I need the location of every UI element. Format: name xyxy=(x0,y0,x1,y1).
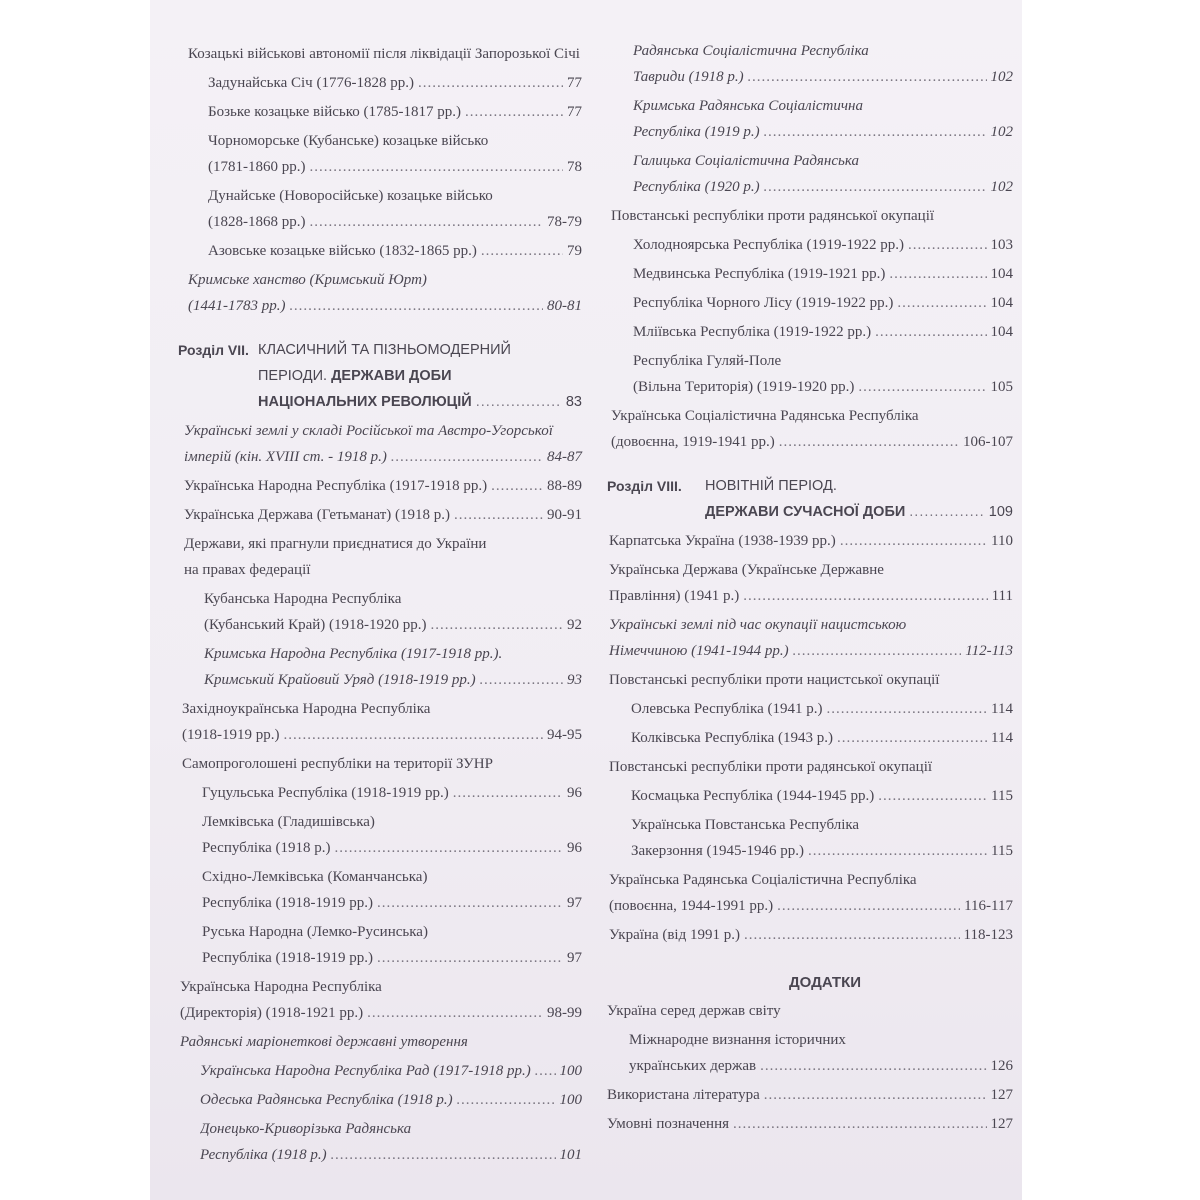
toc-entry xyxy=(607,725,1013,751)
section-title-text: НАЦІОНАЛЬНИХ РЕВОЛЮЦІЙ xyxy=(258,394,472,410)
page-number: 77 xyxy=(567,104,582,120)
toc-entry xyxy=(607,319,1013,345)
page-number: 96 xyxy=(567,785,582,801)
toc-entry xyxy=(178,531,582,583)
entry-line xyxy=(633,174,1013,200)
appendix-title: ДОДАТКИ xyxy=(788,974,862,991)
entry-title: Кримська Народна Республіка (1917-1918 рр.). xyxy=(204,646,503,662)
entry-title: (Директорія) (1918-1921 рр.) xyxy=(180,1005,364,1021)
leader-dots xyxy=(535,1058,556,1084)
entry-title: Задунайська Січ (1776-1828 рр.) xyxy=(208,75,414,91)
toc-entry xyxy=(607,261,1013,287)
page-number: 127 xyxy=(990,1087,1013,1103)
toc-entry xyxy=(607,1111,1013,1137)
leader-dots xyxy=(290,293,544,319)
entry-title: Холодноярська Республіка (1919-1922 рр.) xyxy=(633,237,905,253)
leader-dots xyxy=(764,1082,987,1108)
leader-dots xyxy=(310,154,564,180)
leader-dots xyxy=(284,722,544,748)
toc-entry xyxy=(607,1082,1013,1108)
leader-dots xyxy=(748,64,987,90)
page-number: 90-91 xyxy=(547,507,582,523)
page-number: 111 xyxy=(991,588,1013,604)
entry-title: Україна (від 1991 р.) xyxy=(609,927,740,943)
page-number: 102 xyxy=(990,179,1013,195)
page-number: 97 xyxy=(567,950,582,966)
page-number: 78 xyxy=(567,159,582,175)
entry-title: Українська Народна Республіка xyxy=(180,979,382,995)
page-number: 77 xyxy=(567,75,582,91)
section-title-text: ДЕРЖАВИ СУЧАСНОЇ ДОБИ xyxy=(705,504,906,520)
entry-title: Використана література xyxy=(607,1087,760,1103)
entry-line xyxy=(609,893,1013,919)
entry-line xyxy=(188,293,582,319)
entry-line xyxy=(202,890,582,916)
toc-right-column xyxy=(607,38,1013,1140)
entry-title: Правління) (1941 р.) xyxy=(609,588,740,604)
leader-dots xyxy=(793,638,962,664)
entry-title: Тавриди (1918 р.) xyxy=(633,69,744,85)
toc-entry xyxy=(607,612,1013,664)
entry-title: Донецько-Криворізька Радянська xyxy=(200,1121,412,1137)
page-number: 96 xyxy=(567,840,582,856)
entry-line xyxy=(208,99,582,125)
leader-dots xyxy=(909,499,985,525)
toc-entry xyxy=(178,473,582,499)
leader-dots xyxy=(454,502,543,528)
entry-title: Закерзоння (1945-1946 рр.) xyxy=(631,843,804,859)
leader-dots xyxy=(897,290,986,316)
leader-dots xyxy=(481,238,563,264)
toc-entry xyxy=(607,290,1013,316)
entry-title: Республіка (1920 р.) xyxy=(633,179,760,195)
entry-title: Повстанські республіки проти нацистської окупації xyxy=(609,672,940,688)
toc-entry xyxy=(607,93,1013,145)
leader-dots xyxy=(764,119,987,145)
entry-line xyxy=(200,1087,582,1113)
entry-title: Руська Народна (Лемко-Русинська) xyxy=(202,924,428,940)
leader-dots xyxy=(476,389,562,415)
leader-dots xyxy=(391,444,543,470)
entry-title: Бозьке козацьке військо (1785-1817 рр.) xyxy=(208,104,462,120)
page-number: 83 xyxy=(565,394,582,410)
entry-title: Дунайське (Новоросійське) козацьке військо xyxy=(208,188,493,204)
entry-title: Українська Радянська Соціалістична Республіка xyxy=(609,872,917,888)
page-number: 104 xyxy=(990,324,1013,340)
page-number: 92 xyxy=(567,617,582,633)
entry-title: Республіка (1918-1919 рр.) xyxy=(202,895,374,911)
toc-entry xyxy=(178,696,582,748)
toc-entry xyxy=(178,919,582,971)
toc-entry xyxy=(178,99,582,125)
leader-dots xyxy=(491,473,543,499)
page-number: 110 xyxy=(991,533,1013,549)
page-number: 100 xyxy=(559,1092,582,1108)
entry-title: (1441-1783 рр.) xyxy=(188,298,286,314)
leader-dots xyxy=(743,583,987,609)
section-title-line: НОВІТНІЙ ПЕРІОД. xyxy=(705,478,837,494)
entry-line xyxy=(184,444,582,470)
entry-line xyxy=(182,722,582,748)
page-number: 98-99 xyxy=(547,1005,582,1021)
toc-left-column xyxy=(178,41,582,1171)
entry-title: Кубанська Народна Республіка xyxy=(204,591,402,607)
entry-title: Німеччиною (1941-1944 рр.) xyxy=(609,643,789,659)
toc-entry xyxy=(178,1029,582,1055)
entry-title: Козацькі військові автономії після ліквідації Запорозької Січі xyxy=(188,46,580,62)
leader-dots xyxy=(837,725,987,751)
entry-line xyxy=(202,835,582,861)
toc-entry xyxy=(178,780,582,806)
entry-line xyxy=(180,1000,582,1026)
toc-entry xyxy=(607,867,1013,919)
entry-title: Українська Держава (Українське Державне xyxy=(609,562,884,578)
leader-dots xyxy=(764,174,987,200)
page-number: 103 xyxy=(990,237,1013,253)
entry-line xyxy=(609,922,1013,948)
entry-line xyxy=(208,238,582,264)
entry-title: (Кубанський Край) (1918-1920 рр.) xyxy=(204,617,427,633)
page-number: 127 xyxy=(990,1116,1013,1132)
toc-entry xyxy=(607,148,1013,200)
entry-title: (1781-1860 рр.) xyxy=(208,159,306,175)
toc-entry xyxy=(607,754,1013,780)
entry-line xyxy=(631,696,1013,722)
toc-entry xyxy=(607,403,1013,455)
entry-line xyxy=(200,1142,582,1168)
entry-title: Радянська Соціалістична Республіка xyxy=(633,43,869,59)
toc-entry xyxy=(607,348,1013,400)
entry-line xyxy=(204,612,582,638)
page-number: 115 xyxy=(991,788,1013,804)
entry-title: Радянські маріонеткові державні утворення xyxy=(180,1034,468,1050)
section-title-line xyxy=(258,389,582,415)
leader-dots xyxy=(826,696,987,722)
toc-entry xyxy=(607,38,1013,90)
leader-dots xyxy=(418,70,563,96)
entry-title: Кримський Крайовий Уряд (1918-1919 рр.) xyxy=(204,672,476,688)
leader-dots xyxy=(840,528,987,554)
page-number: 94-95 xyxy=(547,727,582,743)
entry-line xyxy=(611,429,1013,455)
toc-entry xyxy=(178,41,582,67)
leader-dots xyxy=(367,1000,543,1026)
entry-title: імперій (кін. XVIII ст. - 1918 р.) xyxy=(184,449,387,465)
leader-dots xyxy=(777,893,960,919)
entry-line xyxy=(609,638,1013,664)
leader-dots xyxy=(878,783,987,809)
leader-dots xyxy=(335,835,563,861)
leader-dots xyxy=(465,99,563,125)
entry-title: Гуцульська Республіка (1918-1919 рр.) xyxy=(202,785,449,801)
entry-line xyxy=(208,209,582,235)
toc-entry xyxy=(607,998,1013,1024)
entry-title: Чорноморське (Кубанське) козацьке військо xyxy=(208,133,489,149)
toc-entry xyxy=(607,1027,1013,1079)
entry-title: Лемківська (Гладишівська) xyxy=(202,814,375,830)
entry-line xyxy=(184,502,582,528)
entry-line xyxy=(607,1111,1013,1137)
entry-title: Повстанські республіки проти радянської окупації xyxy=(609,759,933,775)
section-title-text: ПЕРІОДИ. xyxy=(258,368,328,384)
entry-title: Повстанські республіки проти радянської окупації xyxy=(611,208,935,224)
page-number: 78-79 xyxy=(547,214,582,230)
entry-title: Держави, які прагнули приєднатися до України xyxy=(184,536,487,552)
toc-entry xyxy=(178,1058,582,1084)
entry-line xyxy=(633,64,1013,90)
toc-entry xyxy=(178,238,582,264)
page-number: 116-117 xyxy=(964,898,1013,914)
entry-title: Космацька Республіка (1944-1945 рр.) xyxy=(631,788,875,804)
toc-entry xyxy=(178,267,582,319)
entry-title: Міжнародне визнання історичних xyxy=(629,1032,846,1048)
toc-entry xyxy=(178,128,582,180)
page-number: 102 xyxy=(990,69,1013,85)
page-number: 104 xyxy=(990,266,1013,282)
page-number: 93 xyxy=(567,672,582,688)
toc-entry xyxy=(607,557,1013,609)
leader-dots xyxy=(889,261,986,287)
section-label: Розділ VII. xyxy=(178,342,249,358)
toc-entry xyxy=(178,502,582,528)
entry-title: Олевська Республіка (1941 р.) xyxy=(631,701,823,717)
leader-dots xyxy=(377,945,563,971)
entry-line xyxy=(208,154,582,180)
entry-title: Західноукраїнська Народна Республіка xyxy=(182,701,431,717)
entry-title: Кримське ханство (Кримський Юрт) xyxy=(188,272,427,288)
section-title-line: КЛАСИЧНИЙ ТА ПІЗНЬОМОДЕРНИЙ xyxy=(258,342,511,358)
leader-dots xyxy=(908,232,986,258)
entry-line xyxy=(633,290,1013,316)
toc-entry xyxy=(607,922,1013,948)
entry-title: (повоєнна, 1944-1991 рр.) xyxy=(609,898,774,914)
entry-title: на правах федерації xyxy=(184,562,311,578)
page-number: 126 xyxy=(990,1058,1013,1074)
entry-title: Українська Народна Республіка Рад (1917-1918 рр.) xyxy=(200,1063,531,1079)
entry-line xyxy=(633,119,1013,145)
page-number: 104 xyxy=(990,295,1013,311)
leader-dots xyxy=(457,1087,556,1113)
entry-title: Мліївська Республіка (1919-1922 рр.) xyxy=(633,324,872,340)
toc-entry xyxy=(607,667,1013,693)
entry-title: Українська Народна Республіка (1917-1918 рр.) xyxy=(184,478,488,494)
entry-line xyxy=(629,1053,1013,1079)
leader-dots xyxy=(808,838,987,864)
entry-line xyxy=(184,473,582,499)
toc-entry xyxy=(178,183,582,235)
entry-title: Україна серед держав світу xyxy=(607,1003,781,1019)
entry-title: Українські землі під час окупації нацистською xyxy=(609,617,907,633)
page-number: 102 xyxy=(990,124,1013,140)
toc-entry xyxy=(607,232,1013,258)
entry-title: Азовське козацьке військо (1832-1865 рр.) xyxy=(208,243,477,259)
entry-line xyxy=(609,528,1013,554)
toc-entry xyxy=(178,418,582,470)
entry-title: Кримська Радянська Соціалістична xyxy=(633,98,863,114)
page-number: 118-123 xyxy=(963,927,1013,943)
toc-entry xyxy=(178,641,582,693)
leader-dots xyxy=(858,374,986,400)
leader-dots xyxy=(431,612,563,638)
page-number: 106-107 xyxy=(963,434,1013,450)
toc-entry xyxy=(607,203,1013,229)
leader-dots xyxy=(779,429,959,455)
leader-dots xyxy=(875,319,986,345)
leader-dots xyxy=(453,780,563,806)
entry-line xyxy=(633,319,1013,345)
entry-title: Республіка Гуляй-Поле xyxy=(633,353,782,369)
toc-entry xyxy=(607,812,1013,864)
leader-dots xyxy=(733,1111,986,1137)
entry-title: Медвинська Республіка (1919-1921 рр.) xyxy=(633,266,886,282)
entry-line xyxy=(633,374,1013,400)
page-number: 79 xyxy=(567,243,582,259)
toc-entry xyxy=(178,70,582,96)
section-heading xyxy=(607,473,1013,525)
entry-title: (довоєнна, 1919-1941 рр.) xyxy=(611,434,775,450)
entry-title: Республіка (1918-1919 рр.) xyxy=(202,950,374,966)
page-number: 114 xyxy=(991,701,1013,717)
entry-line xyxy=(607,1082,1013,1108)
leader-dots xyxy=(377,890,563,916)
toc-entry xyxy=(178,1087,582,1113)
entry-title: Українські землі у складі Російської та Австро-Угорської xyxy=(184,423,553,439)
entry-line xyxy=(631,725,1013,751)
entry-line xyxy=(202,780,582,806)
entry-title: (1918-1919 рр.) xyxy=(182,727,280,743)
entry-line xyxy=(204,667,582,693)
entry-title: Українська Держава (Гетьманат) (1918 р.) xyxy=(184,507,451,523)
entry-title: Республіка (1918 р.) xyxy=(202,840,331,856)
entry-line xyxy=(208,70,582,96)
toc-entry xyxy=(178,1116,582,1168)
entry-title: Республіка (1918 р.) xyxy=(200,1147,327,1163)
entry-title: Українська Повстанська Республіка xyxy=(631,817,860,833)
page-number: 114 xyxy=(991,730,1013,746)
toc-entry xyxy=(178,586,582,638)
entry-line xyxy=(633,261,1013,287)
entry-title: Республіка (1919 р.) xyxy=(633,124,760,140)
entry-title: Умовні позначення xyxy=(607,1116,730,1132)
leader-dots xyxy=(480,667,563,693)
toc-entry xyxy=(178,809,582,861)
entry-title: Галицька Соціалістична Радянська xyxy=(633,153,859,169)
page-number: 100 xyxy=(559,1063,582,1079)
toc-entry xyxy=(607,528,1013,554)
section-label: Розділ VIII. xyxy=(607,478,682,494)
entry-title: Самопроголошені республіки на території ЗУНР xyxy=(182,756,493,772)
page-number: 105 xyxy=(990,379,1013,395)
entry-line xyxy=(631,838,1013,864)
page-number: 115 xyxy=(991,843,1013,859)
page-number: 97 xyxy=(567,895,582,911)
section-heading xyxy=(178,337,582,415)
leader-dots xyxy=(760,1053,986,1079)
entry-title: українських держав xyxy=(629,1058,757,1074)
toc-entry xyxy=(607,783,1013,809)
entry-title: Карпатська Україна (1938-1939 рр.) xyxy=(609,533,836,549)
section-title-line xyxy=(705,499,1013,525)
leader-dots xyxy=(744,922,960,948)
entry-title: Колківська Республіка (1943 р.) xyxy=(631,730,833,746)
leader-dots xyxy=(310,209,544,235)
entry-title: (Вільна Територія) (1919-1920 рр.) xyxy=(633,379,855,395)
page-number: 84-87 xyxy=(547,449,582,465)
entry-title: Українська Соціалістична Радянська Республіка xyxy=(611,408,919,424)
toc-entry xyxy=(607,696,1013,722)
page-number: 101 xyxy=(559,1147,582,1163)
entry-title: (1828-1868 рр.) xyxy=(208,214,306,230)
page-number: 112-113 xyxy=(965,643,1013,659)
entry-line xyxy=(200,1058,582,1084)
entry-line xyxy=(609,583,1013,609)
toc-entry xyxy=(178,864,582,916)
entry-line xyxy=(202,945,582,971)
page-number: 88-89 xyxy=(547,478,582,494)
entry-title: Республіка Чорного Лісу (1919-1922 рр.) xyxy=(633,295,894,311)
entry-line xyxy=(633,232,1013,258)
section-title-line xyxy=(258,363,582,389)
section-title-bold: ДЕРЖАВИ ДОБИ xyxy=(331,368,452,384)
page-number: 109 xyxy=(988,504,1013,520)
toc-entry xyxy=(178,974,582,1026)
page-number: 80-81 xyxy=(547,298,582,314)
entry-title: Східно-Лемківська (Команчанська) xyxy=(202,869,428,885)
entry-line xyxy=(631,783,1013,809)
leader-dots xyxy=(331,1142,556,1168)
entry-title: Одеська Радянська Республіка (1918 р.) xyxy=(200,1092,453,1108)
toc-entry xyxy=(178,751,582,777)
